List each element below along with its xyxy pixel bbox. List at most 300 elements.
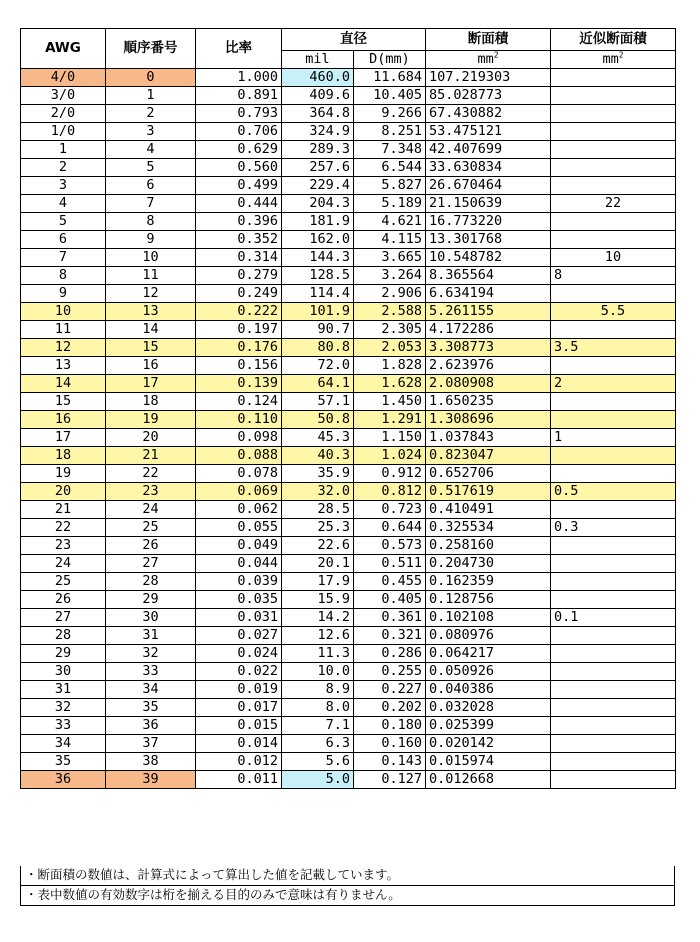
cell-dmm: 3.665 [354, 249, 426, 267]
header-diameter: 直径 [282, 29, 426, 51]
cell-near-area [551, 69, 676, 87]
table-row [21, 105, 676, 123]
cell-area: 107.219303 [426, 69, 551, 87]
cell-dmm: 0.143 [354, 753, 426, 771]
cell-awg: 21 [21, 501, 106, 519]
table-row [21, 177, 676, 195]
cell-near-area [551, 753, 676, 771]
cell-near-area [551, 285, 676, 303]
cell-order: 7 [106, 195, 196, 213]
cell-area: 53.475121 [426, 123, 551, 141]
cell-ratio: 0.069 [196, 483, 282, 501]
cell-area: 0.025399 [426, 717, 551, 735]
cell-near-area [551, 555, 676, 573]
cell-awg: 22 [21, 519, 106, 537]
cell-near-area: 22 [551, 195, 676, 213]
cell-area: 1.037843 [426, 429, 551, 447]
cell-order: 9 [106, 231, 196, 249]
footnote-2: ・表中数値の有効数字は桁を揃える目的のみで意味は有りません。 [20, 886, 675, 906]
table-row [21, 609, 676, 627]
cell-awg: 3 [21, 177, 106, 195]
cell-ratio: 0.027 [196, 627, 282, 645]
cell-dmm: 1.024 [354, 447, 426, 465]
cell-near-area: 8 [551, 267, 676, 285]
cell-mil: 28.5 [282, 501, 354, 519]
cell-area: 0.652706 [426, 465, 551, 483]
cell-area: 0.410491 [426, 501, 551, 519]
cell-near-area [551, 393, 676, 411]
table-row [21, 159, 676, 177]
cell-ratio: 0.014 [196, 735, 282, 753]
cell-awg: 28 [21, 627, 106, 645]
cell-ratio: 0.352 [196, 231, 282, 249]
cell-dmm: 0.723 [354, 501, 426, 519]
header-dmm: D(mm) [354, 51, 426, 69]
cell-area: 0.102108 [426, 609, 551, 627]
cell-dmm: 5.189 [354, 195, 426, 213]
cell-awg: 14 [21, 375, 106, 393]
table-row [21, 87, 676, 105]
cell-ratio: 0.055 [196, 519, 282, 537]
cell-near-area [551, 627, 676, 645]
cell-near-area [551, 735, 676, 753]
cell-mil: 8.9 [282, 681, 354, 699]
cell-dmm: 0.361 [354, 609, 426, 627]
cell-near-area [551, 573, 676, 591]
cell-ratio: 0.279 [196, 267, 282, 285]
cell-order: 25 [106, 519, 196, 537]
table-row [21, 645, 676, 663]
cell-dmm: 9.266 [354, 105, 426, 123]
cell-ratio: 0.062 [196, 501, 282, 519]
cell-order: 11 [106, 267, 196, 285]
cell-ratio: 0.444 [196, 195, 282, 213]
cell-area: 33.630834 [426, 159, 551, 177]
cell-near-area [551, 771, 676, 789]
cell-order: 6 [106, 177, 196, 195]
cell-order: 26 [106, 537, 196, 555]
cell-mil: 45.3 [282, 429, 354, 447]
cell-order: 0 [106, 69, 196, 87]
cell-mil: 114.4 [282, 285, 354, 303]
cell-order: 2 [106, 105, 196, 123]
cell-area: 42.407699 [426, 141, 551, 159]
table-row [21, 771, 676, 789]
cell-dmm: 0.255 [354, 663, 426, 681]
cell-order: 33 [106, 663, 196, 681]
cell-dmm: 10.405 [354, 87, 426, 105]
cell-mil: 32.0 [282, 483, 354, 501]
cell-awg: 29 [21, 645, 106, 663]
cell-awg: 36 [21, 771, 106, 789]
cell-dmm: 0.573 [354, 537, 426, 555]
cell-mil: 162.0 [282, 231, 354, 249]
cell-ratio: 0.197 [196, 321, 282, 339]
cell-area: 0.015974 [426, 753, 551, 771]
cell-awg: 7 [21, 249, 106, 267]
cell-awg: 33 [21, 717, 106, 735]
cell-mil: 5.0 [282, 771, 354, 789]
cell-ratio: 0.110 [196, 411, 282, 429]
cell-dmm: 1.628 [354, 375, 426, 393]
cell-dmm: 7.348 [354, 141, 426, 159]
cell-order: 10 [106, 249, 196, 267]
cell-dmm: 3.264 [354, 267, 426, 285]
cell-order: 28 [106, 573, 196, 591]
cell-mil: 324.9 [282, 123, 354, 141]
header-near-unit [551, 51, 676, 69]
cell-mil: 15.9 [282, 591, 354, 609]
cell-area: 1.650235 [426, 393, 551, 411]
cell-dmm: 0.286 [354, 645, 426, 663]
cell-awg: 19 [21, 465, 106, 483]
cell-ratio: 0.560 [196, 159, 282, 177]
cell-dmm: 1.150 [354, 429, 426, 447]
table-row [21, 213, 676, 231]
cell-near-area [551, 105, 676, 123]
cell-area: 6.634194 [426, 285, 551, 303]
cell-ratio: 0.024 [196, 645, 282, 663]
header-area: 断面積 [426, 29, 551, 51]
cell-near-area [551, 357, 676, 375]
cell-near-area [551, 213, 676, 231]
cell-near-area [551, 123, 676, 141]
cell-mil: 257.6 [282, 159, 354, 177]
cell-dmm: 11.684 [354, 69, 426, 87]
cell-mil: 460.0 [282, 69, 354, 87]
cell-ratio: 0.156 [196, 357, 282, 375]
table-row [21, 555, 676, 573]
table-row [21, 519, 676, 537]
cell-awg: 32 [21, 699, 106, 717]
cell-ratio: 0.314 [196, 249, 282, 267]
cell-awg: 11 [21, 321, 106, 339]
cell-near-area [551, 537, 676, 555]
near-unit-label: mm [602, 51, 619, 67]
cell-order: 29 [106, 591, 196, 609]
cell-dmm: 2.906 [354, 285, 426, 303]
cell-area: 0.012668 [426, 771, 551, 789]
cell-ratio: 0.022 [196, 663, 282, 681]
cell-mil: 57.1 [282, 393, 354, 411]
cell-order: 5 [106, 159, 196, 177]
cell-near-area [551, 645, 676, 663]
cell-order: 24 [106, 501, 196, 519]
cell-mil: 17.9 [282, 573, 354, 591]
cell-order: 14 [106, 321, 196, 339]
cell-near-area: 5.5 [551, 303, 676, 321]
header-near-area: 近似断面積 [551, 29, 676, 51]
cell-mil: 128.5 [282, 267, 354, 285]
cell-area: 5.261155 [426, 303, 551, 321]
cell-ratio: 0.499 [196, 177, 282, 195]
cell-ratio: 0.017 [196, 699, 282, 717]
cell-order: 16 [106, 357, 196, 375]
table-row [21, 267, 676, 285]
cell-order: 20 [106, 429, 196, 447]
cell-near-area [551, 177, 676, 195]
cell-near-area [551, 159, 676, 177]
cell-order: 15 [106, 339, 196, 357]
table-row [21, 375, 676, 393]
cell-mil: 50.8 [282, 411, 354, 429]
cell-mil: 10.0 [282, 663, 354, 681]
cell-ratio: 0.035 [196, 591, 282, 609]
cell-mil: 7.1 [282, 717, 354, 735]
cell-dmm: 2.305 [354, 321, 426, 339]
cell-area: 21.150639 [426, 195, 551, 213]
cell-dmm: 0.227 [354, 681, 426, 699]
cell-near-area [551, 699, 676, 717]
cell-awg: 4/0 [21, 69, 106, 87]
cell-order: 31 [106, 627, 196, 645]
near-unit-sup: 2 [618, 50, 624, 60]
cell-near-area [551, 591, 676, 609]
cell-awg: 31 [21, 681, 106, 699]
cell-awg: 18 [21, 447, 106, 465]
cell-mil: 5.6 [282, 753, 354, 771]
cell-area: 0.064217 [426, 645, 551, 663]
table-row [21, 339, 676, 357]
cell-dmm: 0.321 [354, 627, 426, 645]
cell-area: 0.517619 [426, 483, 551, 501]
cell-dmm: 0.912 [354, 465, 426, 483]
cell-mil: 22.6 [282, 537, 354, 555]
cell-area: 85.028773 [426, 87, 551, 105]
cell-awg: 17 [21, 429, 106, 447]
cell-dmm: 0.511 [354, 555, 426, 573]
table-row [21, 123, 676, 141]
cell-order: 23 [106, 483, 196, 501]
table-row [21, 465, 676, 483]
cell-area: 0.080976 [426, 627, 551, 645]
cell-awg: 12 [21, 339, 106, 357]
cell-order: 21 [106, 447, 196, 465]
table-row [21, 429, 676, 447]
cell-mil: 8.0 [282, 699, 354, 717]
cell-order: 13 [106, 303, 196, 321]
cell-awg: 2/0 [21, 105, 106, 123]
table-row [21, 321, 676, 339]
cell-dmm: 4.621 [354, 213, 426, 231]
header-ratio: 比率 [196, 29, 282, 69]
cell-area: 0.823047 [426, 447, 551, 465]
cell-mil: 25.3 [282, 519, 354, 537]
cell-ratio: 0.891 [196, 87, 282, 105]
table-row [21, 537, 676, 555]
cell-ratio: 0.031 [196, 609, 282, 627]
cell-dmm: 2.588 [354, 303, 426, 321]
cell-awg: 16 [21, 411, 106, 429]
cell-awg: 1/0 [21, 123, 106, 141]
cell-awg: 3/0 [21, 87, 106, 105]
area-unit-sup: 2 [493, 50, 499, 60]
cell-ratio: 0.124 [196, 393, 282, 411]
table-row [21, 573, 676, 591]
cell-area: 0.050926 [426, 663, 551, 681]
cell-area: 0.128756 [426, 591, 551, 609]
cell-near-area [551, 87, 676, 105]
cell-order: 32 [106, 645, 196, 663]
cell-near-area: 2 [551, 375, 676, 393]
cell-mil: 40.3 [282, 447, 354, 465]
cell-dmm: 0.160 [354, 735, 426, 753]
header-awg: AWG [21, 29, 106, 69]
cell-dmm: 0.455 [354, 573, 426, 591]
cell-awg: 13 [21, 357, 106, 375]
cell-order: 8 [106, 213, 196, 231]
cell-dmm: 2.053 [354, 339, 426, 357]
cell-ratio: 0.015 [196, 717, 282, 735]
cell-order: 12 [106, 285, 196, 303]
cell-order: 37 [106, 735, 196, 753]
table-row [21, 591, 676, 609]
cell-awg: 30 [21, 663, 106, 681]
awg-table-body [21, 69, 676, 789]
cell-awg: 25 [21, 573, 106, 591]
cell-order: 27 [106, 555, 196, 573]
cell-ratio: 0.012 [196, 753, 282, 771]
cell-mil: 20.1 [282, 555, 354, 573]
cell-ratio: 0.098 [196, 429, 282, 447]
header-area-unit [426, 51, 551, 69]
cell-dmm: 1.291 [354, 411, 426, 429]
table-row [21, 69, 676, 87]
cell-ratio: 0.249 [196, 285, 282, 303]
cell-awg: 34 [21, 735, 106, 753]
cell-mil: 204.3 [282, 195, 354, 213]
cell-near-area: 0.1 [551, 609, 676, 627]
cell-awg: 4 [21, 195, 106, 213]
table-row [21, 447, 676, 465]
table-row [21, 393, 676, 411]
cell-order: 3 [106, 123, 196, 141]
cell-awg: 15 [21, 393, 106, 411]
cell-area: 13.301768 [426, 231, 551, 249]
cell-near-area: 0.3 [551, 519, 676, 537]
cell-ratio: 0.176 [196, 339, 282, 357]
cell-mil: 14.2 [282, 609, 354, 627]
cell-ratio: 0.049 [196, 537, 282, 555]
cell-awg: 6 [21, 231, 106, 249]
cell-near-area: 0.5 [551, 483, 676, 501]
table-row [21, 663, 676, 681]
table-row [21, 303, 676, 321]
cell-mil: 80.8 [282, 339, 354, 357]
cell-area: 26.670464 [426, 177, 551, 195]
cell-near-area [551, 447, 676, 465]
cell-ratio: 0.139 [196, 375, 282, 393]
cell-mil: 289.3 [282, 141, 354, 159]
table-row [21, 285, 676, 303]
cell-ratio: 0.793 [196, 105, 282, 123]
cell-awg: 24 [21, 555, 106, 573]
cell-near-area: 3.5 [551, 339, 676, 357]
cell-near-area: 10 [551, 249, 676, 267]
cell-awg: 35 [21, 753, 106, 771]
cell-mil: 364.8 [282, 105, 354, 123]
cell-order: 39 [106, 771, 196, 789]
cell-dmm: 1.450 [354, 393, 426, 411]
cell-dmm: 5.827 [354, 177, 426, 195]
cell-ratio: 1.000 [196, 69, 282, 87]
cell-ratio: 0.222 [196, 303, 282, 321]
cell-dmm: 0.812 [354, 483, 426, 501]
cell-mil: 101.9 [282, 303, 354, 321]
table-row [21, 699, 676, 717]
cell-ratio: 0.019 [196, 681, 282, 699]
cell-dmm: 0.644 [354, 519, 426, 537]
cell-ratio: 0.039 [196, 573, 282, 591]
cell-dmm: 0.202 [354, 699, 426, 717]
cell-near-area [551, 717, 676, 735]
cell-order: 35 [106, 699, 196, 717]
cell-order: 34 [106, 681, 196, 699]
cell-mil: 409.6 [282, 87, 354, 105]
cell-ratio: 0.088 [196, 447, 282, 465]
header-order: 順序番号 [106, 29, 196, 69]
table-row [21, 735, 676, 753]
cell-ratio: 0.044 [196, 555, 282, 573]
cell-area: 16.773220 [426, 213, 551, 231]
cell-awg: 2 [21, 159, 106, 177]
cell-dmm: 4.115 [354, 231, 426, 249]
area-unit-label: mm [477, 51, 494, 67]
table-row [21, 627, 676, 645]
cell-area: 0.040386 [426, 681, 551, 699]
table-row [21, 753, 676, 771]
cell-mil: 35.9 [282, 465, 354, 483]
cell-order: 1 [106, 87, 196, 105]
cell-mil: 6.3 [282, 735, 354, 753]
cell-mil: 72.0 [282, 357, 354, 375]
cell-ratio: 0.011 [196, 771, 282, 789]
cell-near-area: 1 [551, 429, 676, 447]
cell-order: 22 [106, 465, 196, 483]
table-row [21, 141, 676, 159]
cell-awg: 8 [21, 267, 106, 285]
cell-near-area [551, 411, 676, 429]
cell-near-area [551, 141, 676, 159]
table-row [21, 681, 676, 699]
cell-ratio: 0.706 [196, 123, 282, 141]
cell-ratio: 0.078 [196, 465, 282, 483]
cell-awg: 9 [21, 285, 106, 303]
cell-dmm: 8.251 [354, 123, 426, 141]
cell-area: 4.172286 [426, 321, 551, 339]
cell-area: 1.308696 [426, 411, 551, 429]
cell-area: 10.548782 [426, 249, 551, 267]
cell-order: 4 [106, 141, 196, 159]
cell-awg: 5 [21, 213, 106, 231]
cell-order: 19 [106, 411, 196, 429]
cell-area: 0.258160 [426, 537, 551, 555]
cell-dmm: 1.828 [354, 357, 426, 375]
cell-order: 38 [106, 753, 196, 771]
cell-near-area [551, 501, 676, 519]
table-row [21, 483, 676, 501]
table-row [21, 249, 676, 267]
cell-near-area [551, 231, 676, 249]
cell-area: 0.020142 [426, 735, 551, 753]
cell-dmm: 6.544 [354, 159, 426, 177]
cell-mil: 11.3 [282, 645, 354, 663]
cell-dmm: 0.127 [354, 771, 426, 789]
cell-mil: 90.7 [282, 321, 354, 339]
table-row [21, 501, 676, 519]
cell-awg: 20 [21, 483, 106, 501]
cell-near-area [551, 681, 676, 699]
